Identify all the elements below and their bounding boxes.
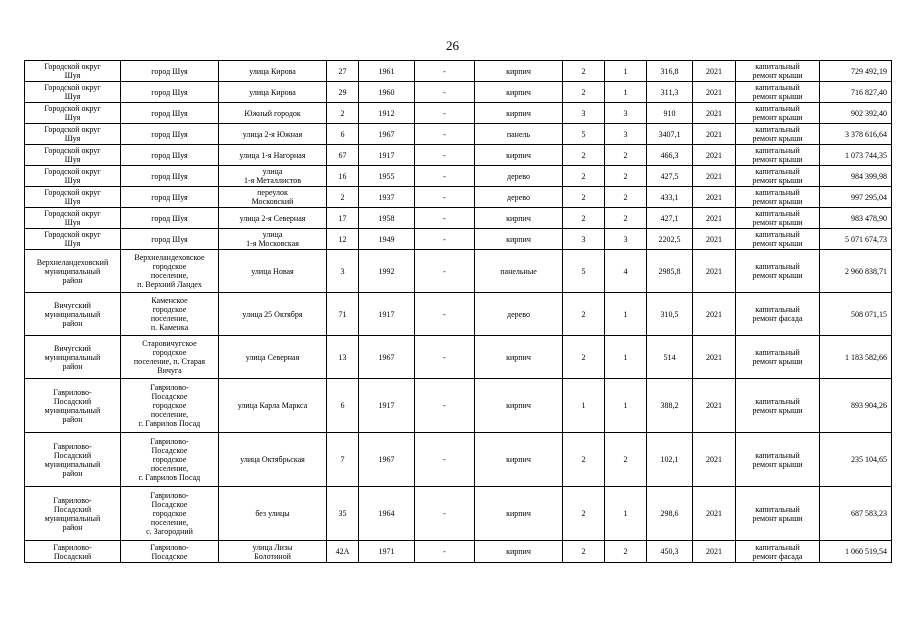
- cell-year-built: 1955: [359, 166, 415, 187]
- table-row: [25, 541, 892, 563]
- table-row: [25, 61, 892, 82]
- table-row: [25, 433, 892, 487]
- cell-street: переулок Московский: [219, 187, 327, 208]
- cell-cost: 984 399,98: [820, 166, 892, 187]
- cell-area: 310,5: [647, 293, 693, 336]
- cell-cost: 508 071,15: [820, 293, 892, 336]
- cell-street: улица 2-я Южная: [219, 124, 327, 145]
- repair-register-table: [24, 60, 892, 563]
- cell-work-type: капитальный ремонт крыши: [736, 229, 820, 250]
- cell-year-commission: -: [415, 82, 475, 103]
- cell-municipality: Гаврилово- Посадский: [25, 541, 121, 563]
- cell-house-number: 7: [327, 433, 359, 487]
- cell-year-commission: -: [415, 336, 475, 379]
- cell-municipality: Городской округ Шуя: [25, 166, 121, 187]
- cell-year-commission: -: [415, 293, 475, 336]
- cell-house-number: 71: [327, 293, 359, 336]
- cell-floors: 5: [563, 250, 605, 293]
- cell-cost: 729 492,19: [820, 61, 892, 82]
- cell-house-number: 17: [327, 208, 359, 229]
- cell-wall-material: кирпич: [475, 208, 563, 229]
- cell-house-number: 42А: [327, 541, 359, 563]
- cell-work-type: капитальный ремонт крыши: [736, 61, 820, 82]
- cell-work-type: капитальный ремонт крыши: [736, 103, 820, 124]
- cell-entrances: 2: [605, 166, 647, 187]
- cell-year-built: 1964: [359, 487, 415, 541]
- cell-floors: 2: [563, 145, 605, 166]
- cell-repair-year: 2021: [693, 82, 736, 103]
- cell-municipality: Вичугский муниципальный район: [25, 293, 121, 336]
- cell-house-number: 29: [327, 82, 359, 103]
- cell-floors: 2: [563, 541, 605, 563]
- cell-work-type: капитальный ремонт крыши: [736, 487, 820, 541]
- cell-street: улица Карла Маркса: [219, 379, 327, 433]
- cell-repair-year: 2021: [693, 487, 736, 541]
- table-body: [25, 61, 892, 563]
- cell-year-commission: -: [415, 541, 475, 563]
- table-row: [25, 145, 892, 166]
- table-row: [25, 379, 892, 433]
- table-row: [25, 124, 892, 145]
- cell-wall-material: кирпич: [475, 541, 563, 563]
- cell-house-number: 67: [327, 145, 359, 166]
- table-row: [25, 336, 892, 379]
- cell-cost: 687 583,23: [820, 487, 892, 541]
- cell-entrances: 2: [605, 145, 647, 166]
- cell-floors: 2: [563, 433, 605, 487]
- cell-repair-year: 2021: [693, 250, 736, 293]
- cell-year-built: 1917: [359, 293, 415, 336]
- cell-cost: 983 478,90: [820, 208, 892, 229]
- cell-settlement: Каменское городское поселение, п. Каменка: [121, 293, 219, 336]
- cell-street: Южный городок: [219, 103, 327, 124]
- cell-area: 466,3: [647, 145, 693, 166]
- cell-floors: 2: [563, 61, 605, 82]
- cell-work-type: капитальный ремонт крыши: [736, 145, 820, 166]
- cell-municipality: Гаврилово- Посадский муниципальный район: [25, 433, 121, 487]
- cell-settlement: город Шуя: [121, 187, 219, 208]
- cell-wall-material: дерево: [475, 187, 563, 208]
- cell-cost: 902 392,40: [820, 103, 892, 124]
- cell-year-commission: -: [415, 103, 475, 124]
- table-row: [25, 229, 892, 250]
- cell-repair-year: 2021: [693, 433, 736, 487]
- cell-house-number: 2: [327, 187, 359, 208]
- cell-settlement: город Шуя: [121, 229, 219, 250]
- cell-wall-material: кирпич: [475, 61, 563, 82]
- cell-year-commission: -: [415, 487, 475, 541]
- cell-entrances: 2: [605, 433, 647, 487]
- cell-floors: 5: [563, 124, 605, 145]
- cell-repair-year: 2021: [693, 541, 736, 563]
- cell-street: улица Новая: [219, 250, 327, 293]
- cell-cost: 235 104,65: [820, 433, 892, 487]
- cell-municipality: Городской округ Шуя: [25, 208, 121, 229]
- cell-entrances: 1: [605, 336, 647, 379]
- cell-floors: 2: [563, 187, 605, 208]
- cell-wall-material: кирпич: [475, 145, 563, 166]
- cell-work-type: капитальный ремонт фасада: [736, 293, 820, 336]
- cell-year-built: 1917: [359, 379, 415, 433]
- cell-year-commission: -: [415, 379, 475, 433]
- cell-repair-year: 2021: [693, 187, 736, 208]
- cell-house-number: 6: [327, 379, 359, 433]
- cell-settlement: город Шуя: [121, 208, 219, 229]
- cell-wall-material: кирпич: [475, 229, 563, 250]
- cell-street: улица Кирова: [219, 82, 327, 103]
- cell-house-number: 3: [327, 250, 359, 293]
- cell-floors: 1: [563, 379, 605, 433]
- cell-area: 433,1: [647, 187, 693, 208]
- cell-municipality: Вичугский муниципальный район: [25, 336, 121, 379]
- cell-entrances: 1: [605, 379, 647, 433]
- cell-settlement: город Шуя: [121, 145, 219, 166]
- cell-house-number: 16: [327, 166, 359, 187]
- cell-entrances: 3: [605, 229, 647, 250]
- cell-cost: 1 073 744,35: [820, 145, 892, 166]
- cell-settlement: город Шуя: [121, 61, 219, 82]
- cell-floors: 2: [563, 293, 605, 336]
- cell-house-number: 13: [327, 336, 359, 379]
- cell-entrances: 1: [605, 487, 647, 541]
- cell-floors: 3: [563, 103, 605, 124]
- cell-work-type: капитальный ремонт крыши: [736, 379, 820, 433]
- cell-municipality: Городской округ Шуя: [25, 145, 121, 166]
- cell-municipality: Городской округ Шуя: [25, 187, 121, 208]
- cell-work-type: капитальный ремонт крыши: [736, 208, 820, 229]
- table-row: [25, 293, 892, 336]
- cell-work-type: капитальный ремонт крыши: [736, 250, 820, 293]
- cell-repair-year: 2021: [693, 379, 736, 433]
- cell-year-built: 1937: [359, 187, 415, 208]
- cell-work-type: капитальный ремонт фасада: [736, 541, 820, 563]
- cell-wall-material: панель: [475, 124, 563, 145]
- cell-cost: 893 904,26: [820, 379, 892, 433]
- cell-wall-material: кирпич: [475, 103, 563, 124]
- cell-house-number: 6: [327, 124, 359, 145]
- cell-wall-material: кирпич: [475, 487, 563, 541]
- cell-street: улица 25 Октября: [219, 293, 327, 336]
- cell-work-type: капитальный ремонт крыши: [736, 124, 820, 145]
- cell-entrances: 2: [605, 541, 647, 563]
- cell-year-built: 1961: [359, 61, 415, 82]
- cell-floors: 2: [563, 166, 605, 187]
- cell-area: 316,8: [647, 61, 693, 82]
- cell-year-built: 1967: [359, 124, 415, 145]
- cell-entrances: 1: [605, 82, 647, 103]
- cell-entrances: 1: [605, 61, 647, 82]
- table-row: [25, 250, 892, 293]
- cell-entrances: 4: [605, 250, 647, 293]
- cell-year-commission: -: [415, 166, 475, 187]
- cell-repair-year: 2021: [693, 103, 736, 124]
- cell-entrances: 3: [605, 103, 647, 124]
- cell-year-built: 1992: [359, 250, 415, 293]
- cell-work-type: капитальный ремонт крыши: [736, 336, 820, 379]
- cell-area: 427,5: [647, 166, 693, 187]
- cell-house-number: 27: [327, 61, 359, 82]
- cell-municipality: Городской округ Шуя: [25, 229, 121, 250]
- cell-entrances: 2: [605, 208, 647, 229]
- cell-repair-year: 2021: [693, 166, 736, 187]
- table-row: [25, 208, 892, 229]
- cell-street: без улицы: [219, 487, 327, 541]
- cell-street: улица Кирова: [219, 61, 327, 82]
- cell-repair-year: 2021: [693, 208, 736, 229]
- cell-settlement: город Шуя: [121, 124, 219, 145]
- cell-year-commission: -: [415, 433, 475, 487]
- cell-street: улица 1-я Нагорная: [219, 145, 327, 166]
- cell-year-commission: -: [415, 250, 475, 293]
- table-row: [25, 187, 892, 208]
- cell-floors: 3: [563, 229, 605, 250]
- cell-settlement: город Шуя: [121, 103, 219, 124]
- cell-year-commission: -: [415, 145, 475, 166]
- cell-wall-material: панельные: [475, 250, 563, 293]
- cell-street: улица Северная: [219, 336, 327, 379]
- cell-house-number: 12: [327, 229, 359, 250]
- cell-year-commission: -: [415, 229, 475, 250]
- cell-repair-year: 2021: [693, 145, 736, 166]
- cell-area: 2985,8: [647, 250, 693, 293]
- cell-floors: 2: [563, 208, 605, 229]
- cell-area: 298,6: [647, 487, 693, 541]
- cell-wall-material: дерево: [475, 166, 563, 187]
- cell-year-built: 1917: [359, 145, 415, 166]
- cell-work-type: капитальный ремонт крыши: [736, 433, 820, 487]
- cell-cost: 1 183 582,66: [820, 336, 892, 379]
- cell-year-built: 1960: [359, 82, 415, 103]
- cell-area: 388,2: [647, 379, 693, 433]
- cell-settlement: Гаврилово- Посадское городское поселение, г. Гаврилов Посад: [121, 433, 219, 487]
- cell-area: 2202,5: [647, 229, 693, 250]
- cell-area: 910: [647, 103, 693, 124]
- page-number: 26: [446, 38, 459, 53]
- cell-year-built: 1912: [359, 103, 415, 124]
- cell-settlement: Старовичугское городское поселение, п. Старая Вичуга: [121, 336, 219, 379]
- cell-street: улица Лизы Болотиной: [219, 541, 327, 563]
- cell-year-commission: -: [415, 124, 475, 145]
- cell-area: 514: [647, 336, 693, 379]
- cell-year-commission: -: [415, 187, 475, 208]
- cell-area: 450,3: [647, 541, 693, 563]
- cell-settlement: город Шуя: [121, 82, 219, 103]
- cell-floors: 2: [563, 336, 605, 379]
- cell-repair-year: 2021: [693, 61, 736, 82]
- cell-municipality: Городской округ Шуя: [25, 82, 121, 103]
- cell-repair-year: 2021: [693, 293, 736, 336]
- cell-area: 3407,1: [647, 124, 693, 145]
- cell-settlement: Гаврилово- Посадское городское поселение, с. Загородний: [121, 487, 219, 541]
- cell-cost: 3 378 616,64: [820, 124, 892, 145]
- cell-settlement: Гаврилово- Посадское городское поселение, г. Гаврилов Посад: [121, 379, 219, 433]
- cell-municipality: Городской округ Шуя: [25, 61, 121, 82]
- cell-municipality: Верхнеландеховский муниципальный район: [25, 250, 121, 293]
- cell-year-built: 1967: [359, 336, 415, 379]
- cell-cost: 5 071 674,73: [820, 229, 892, 250]
- cell-municipality: Гаврилово- Посадский муниципальный район: [25, 487, 121, 541]
- cell-municipality: Городской округ Шуя: [25, 103, 121, 124]
- cell-street: улица 2-я Северная: [219, 208, 327, 229]
- cell-entrances: 3: [605, 124, 647, 145]
- table-row: [25, 166, 892, 187]
- cell-year-built: 1958: [359, 208, 415, 229]
- cell-wall-material: кирпич: [475, 433, 563, 487]
- table-row: [25, 82, 892, 103]
- cell-year-built: 1949: [359, 229, 415, 250]
- cell-area: 311,3: [647, 82, 693, 103]
- cell-entrances: 2: [605, 187, 647, 208]
- cell-house-number: 35: [327, 487, 359, 541]
- cell-work-type: капитальный ремонт крыши: [736, 82, 820, 103]
- table-row: [25, 103, 892, 124]
- cell-area: 102,1: [647, 433, 693, 487]
- cell-settlement: город Шуя: [121, 166, 219, 187]
- cell-area: 427,1: [647, 208, 693, 229]
- cell-cost: 1 060 519,54: [820, 541, 892, 563]
- cell-year-built: 1967: [359, 433, 415, 487]
- cell-repair-year: 2021: [693, 124, 736, 145]
- cell-municipality: Городской округ Шуя: [25, 124, 121, 145]
- cell-year-built: 1971: [359, 541, 415, 563]
- table-row: [25, 487, 892, 541]
- cell-wall-material: кирпич: [475, 379, 563, 433]
- cell-street: улица 1-я Металлистов: [219, 166, 327, 187]
- cell-wall-material: кирпич: [475, 82, 563, 103]
- cell-year-commission: -: [415, 61, 475, 82]
- cell-cost: 997 295,04: [820, 187, 892, 208]
- cell-house-number: 2: [327, 103, 359, 124]
- cell-settlement: Верхнеландеховское городское поселение, п. Верхний Ландех: [121, 250, 219, 293]
- cell-wall-material: дерево: [475, 293, 563, 336]
- cell-municipality: Гаврилово- Посадский муниципальный район: [25, 379, 121, 433]
- cell-year-commission: -: [415, 208, 475, 229]
- cell-settlement: Гаврилово- Посадское: [121, 541, 219, 563]
- cell-cost: 716 827,40: [820, 82, 892, 103]
- cell-cost: 2 960 838,71: [820, 250, 892, 293]
- cell-work-type: капитальный ремонт крыши: [736, 187, 820, 208]
- cell-street: улица 1-я Московская: [219, 229, 327, 250]
- cell-work-type: капитальный ремонт крыши: [736, 166, 820, 187]
- cell-floors: 2: [563, 82, 605, 103]
- cell-repair-year: 2021: [693, 229, 736, 250]
- cell-entrances: 1: [605, 293, 647, 336]
- cell-floors: 2: [563, 487, 605, 541]
- cell-street: улица Октябрьская: [219, 433, 327, 487]
- cell-wall-material: кирпич: [475, 336, 563, 379]
- cell-repair-year: 2021: [693, 336, 736, 379]
